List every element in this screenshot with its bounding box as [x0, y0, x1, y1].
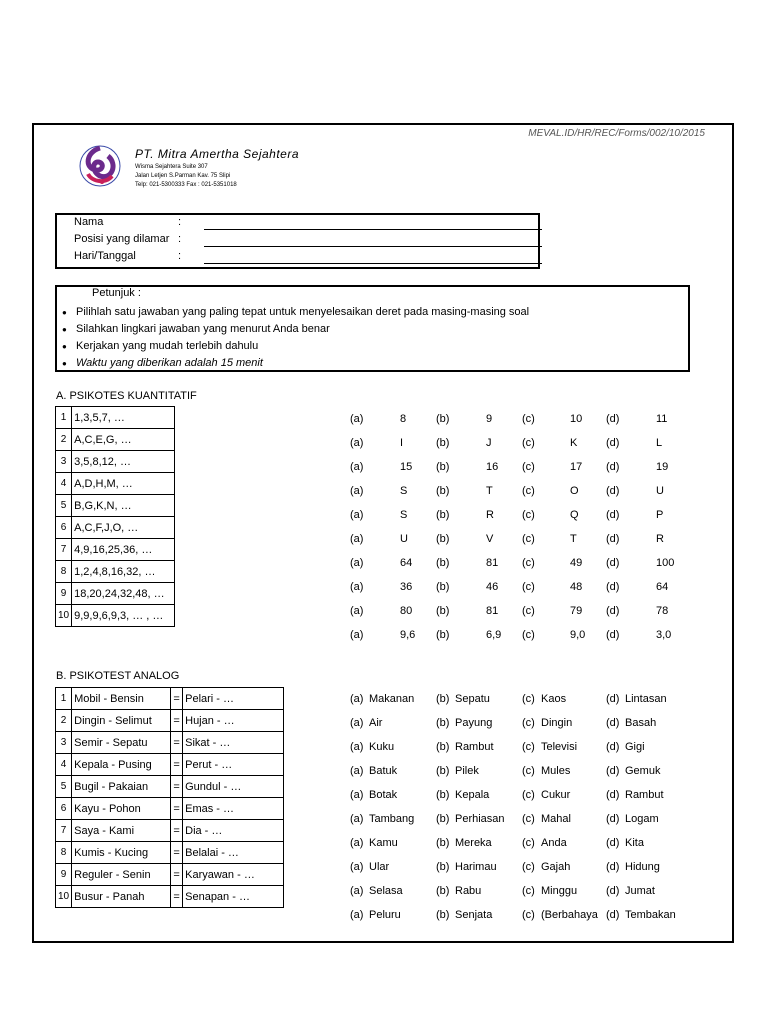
option-c-value[interactable]: (Berbahaya — [541, 909, 598, 921]
option-b-value[interactable]: Mereka — [455, 837, 492, 849]
option-a-label[interactable]: (a) — [350, 861, 364, 873]
date-colon: : — [178, 250, 182, 262]
option-d-label[interactable]: (d) — [606, 885, 620, 897]
option-b-label[interactable]: (b) — [436, 837, 450, 849]
option-a-label[interactable]: (a) — [350, 437, 364, 449]
option-b-value[interactable]: J — [486, 437, 492, 449]
option-a-value[interactable]: Ular — [369, 861, 390, 873]
question-number: 7 — [56, 820, 72, 842]
question-number: 2 — [56, 710, 72, 732]
company-address-2: Jalan Letjen S.Parman Kav. 75 Slipi — [135, 173, 231, 179]
section-a-question-table — [55, 406, 175, 627]
option-b-label[interactable]: (b) — [436, 629, 450, 641]
question-row — [56, 710, 284, 732]
option-a-label[interactable]: (a) — [350, 509, 364, 521]
analogy-right: Emas - … — [183, 798, 284, 820]
analogy-right: Karyawan - … — [183, 864, 284, 886]
option-d-label[interactable]: (d) — [606, 605, 620, 617]
position-row — [74, 233, 181, 245]
option-d-value[interactable]: Gigi — [625, 741, 645, 753]
option-d-value[interactable]: 100 — [656, 557, 675, 569]
option-a-label[interactable]: (a) — [350, 885, 364, 897]
question-row — [56, 886, 284, 908]
question-row — [56, 517, 175, 539]
instructions-list — [62, 304, 529, 372]
option-c-label[interactable]: (c) — [522, 861, 535, 873]
analogy-left: Kumis - Kucing — [72, 842, 171, 864]
option-a-value[interactable]: 36 — [400, 581, 413, 593]
option-d-value[interactable]: Lintasan — [625, 693, 667, 705]
option-b-value[interactable]: Rabu — [455, 885, 482, 897]
option-b-label[interactable]: (b) — [436, 789, 450, 801]
option-c-label[interactable]: (c) — [522, 533, 535, 545]
option-a-value[interactable]: Peluru — [369, 909, 401, 921]
option-d-value[interactable]: Logam — [625, 813, 659, 825]
option-a-label[interactable]: (a) — [350, 581, 364, 593]
option-d-label[interactable]: (d) — [606, 581, 620, 593]
analogy-right: Senapan - … — [183, 886, 284, 908]
question-number: 4 — [56, 754, 72, 776]
question-row — [56, 605, 175, 627]
option-b-value[interactable]: Rambut — [455, 741, 494, 753]
equals-sign: = — [171, 688, 183, 710]
option-d-label[interactable]: (d) — [606, 485, 620, 497]
option-b-label[interactable]: (b) — [436, 765, 450, 777]
option-a-label[interactable]: (a) — [350, 693, 364, 705]
option-b-value[interactable]: 81 — [486, 605, 499, 617]
question-number: 10 — [56, 605, 72, 627]
option-a-label[interactable]: (a) — [350, 533, 364, 545]
option-d-value[interactable]: Kita — [625, 837, 644, 849]
analogy-left: Busur - Panah — [72, 886, 171, 908]
date-field[interactable] — [204, 263, 542, 264]
section-b-title: B. PSIKOTEST ANALOG — [56, 670, 180, 682]
company-info — [135, 147, 299, 190]
question-row — [56, 583, 175, 605]
option-d-value[interactable]: 19 — [656, 461, 669, 473]
option-b-value[interactable]: 9 — [486, 413, 493, 425]
option-d-value[interactable]: L — [656, 437, 663, 449]
option-a-value[interactable]: S — [400, 485, 408, 497]
option-c-label[interactable]: (c) — [522, 789, 535, 801]
equals-sign: = — [171, 842, 183, 864]
question-sequence: 3,5,8,12, … — [72, 451, 175, 473]
option-c-label[interactable]: (c) — [522, 765, 535, 777]
question-row — [56, 429, 175, 451]
option-b-value[interactable]: Sepatu — [455, 693, 490, 705]
position-field[interactable] — [204, 246, 542, 247]
instruction-item: ● Kerjakan yang mudah terlebih dahulu — [62, 338, 529, 355]
option-d-label[interactable]: (d) — [606, 461, 620, 473]
question-row — [56, 754, 284, 776]
question-sequence: B,G,K,N, … — [72, 495, 175, 517]
option-b-value[interactable]: Harimau — [455, 861, 497, 873]
option-c-label[interactable]: (c) — [522, 509, 535, 521]
option-a-value[interactable]: Makanan — [369, 693, 415, 705]
option-a-value[interactable]: 64 — [400, 557, 413, 569]
option-b-label[interactable]: (b) — [436, 693, 450, 705]
instructions-title: Petunjuk : — [92, 287, 141, 299]
option-c-label[interactable]: (c) — [522, 581, 535, 593]
question-number: 9 — [56, 864, 72, 886]
option-b-value[interactable]: 16 — [486, 461, 499, 473]
option-a-value[interactable]: U — [400, 533, 408, 545]
option-b-value[interactable]: Payung — [455, 717, 493, 729]
company-address-1: Wisma Sejahtera Suite 307 — [135, 164, 208, 170]
position-colon: : — [178, 233, 182, 245]
question-number: 8 — [56, 561, 72, 583]
option-d-label[interactable]: (d) — [606, 509, 620, 521]
question-row — [56, 864, 284, 886]
option-d-label[interactable]: (d) — [606, 437, 620, 449]
option-a-label[interactable]: (a) — [350, 909, 364, 921]
instructions-box — [55, 285, 690, 372]
option-d-value[interactable]: Tembakan — [625, 909, 676, 921]
option-d-label[interactable]: (d) — [606, 557, 620, 569]
option-a-value[interactable]: Kamu — [369, 837, 398, 849]
question-row — [56, 842, 284, 864]
section-a-title: A. PSIKOTES KUANTITATIF — [56, 390, 197, 402]
option-c-value[interactable]: 17 — [570, 461, 583, 473]
question-row — [56, 732, 284, 754]
question-row — [56, 820, 284, 842]
option-c-value[interactable]: Anda — [541, 837, 567, 849]
option-c-value[interactable]: K — [570, 437, 578, 449]
analogy-left: Mobil - Bensin — [72, 688, 171, 710]
equals-sign: = — [171, 754, 183, 776]
option-a-label[interactable]: (a) — [350, 629, 364, 641]
option-d-label[interactable]: (d) — [606, 741, 620, 753]
option-c-label[interactable]: (c) — [522, 741, 535, 753]
option-c-value[interactable]: 48 — [570, 581, 583, 593]
option-c-value[interactable]: Televisi — [541, 741, 578, 753]
question-sequence: 4,9,16,25,36, … — [72, 539, 175, 561]
option-b-label[interactable]: (b) — [436, 813, 450, 825]
equals-sign: = — [171, 864, 183, 886]
analogy-right: Perut - … — [183, 754, 284, 776]
option-a-label[interactable]: (a) — [350, 717, 364, 729]
option-b-label[interactable]: (b) — [436, 413, 450, 425]
option-c-label[interactable]: (c) — [522, 605, 535, 617]
question-sequence: 18,20,24,32,48, … — [72, 583, 175, 605]
question-sequence: A,C,F,J,O, … — [72, 517, 175, 539]
option-d-label[interactable]: (d) — [606, 693, 620, 705]
question-number: 6 — [56, 798, 72, 820]
question-sequence: 1,2,4,8,16,32, … — [72, 561, 175, 583]
option-d-value[interactable]: Gemuk — [625, 765, 661, 777]
question-row — [56, 539, 175, 561]
analogy-left: Kepala - Pusing — [72, 754, 171, 776]
date-row — [74, 250, 181, 262]
question-sequence: A,C,E,G, … — [72, 429, 175, 451]
company-logo — [78, 144, 122, 188]
option-a-label[interactable]: (a) — [350, 461, 364, 473]
option-b-value[interactable]: V — [486, 533, 494, 545]
option-c-label[interactable]: (c) — [522, 813, 535, 825]
equals-sign: = — [171, 798, 183, 820]
option-a-label[interactable]: (a) — [350, 413, 364, 425]
option-c-value[interactable]: Kaos — [541, 693, 567, 705]
analogy-right: Gundul - … — [183, 776, 284, 798]
option-c-label[interactable]: (c) — [522, 413, 535, 425]
question-row — [56, 407, 175, 429]
instruction-item: ● Silahkan lingkari jawaban yang menurut Anda benar — [62, 321, 529, 338]
option-d-value[interactable]: P — [656, 509, 664, 521]
option-b-label[interactable]: (b) — [436, 509, 450, 521]
option-b-value[interactable]: 81 — [486, 557, 499, 569]
option-d-label[interactable]: (d) — [606, 629, 620, 641]
analogy-right: Pelari - … — [183, 688, 284, 710]
option-d-label[interactable]: (d) — [606, 909, 620, 921]
option-c-value[interactable]: O — [570, 485, 579, 497]
analogy-left: Dingin - Selimut — [72, 710, 171, 732]
question-sequence: 9,9,9,6,9,3, … , … — [72, 605, 175, 627]
option-c-value[interactable]: Gajah — [541, 861, 571, 873]
option-b-label[interactable]: (b) — [436, 861, 450, 873]
instruction-item: ● Pilihlah satu jawaban yang paling tepat untuk menyelesaikan deret pada masing-masing soal — [62, 304, 529, 321]
option-d-value[interactable]: U — [656, 485, 664, 497]
instruction-item: ● Waktu yang diberikan adalah 15 menit — [62, 355, 529, 372]
company-name: PT. Mitra Amertha Sejahtera — [135, 147, 300, 161]
option-b-label[interactable]: (b) — [436, 533, 450, 545]
test-form-page — [32, 123, 734, 943]
option-a-label[interactable]: (a) — [350, 837, 364, 849]
date-label: Hari/Tanggal — [74, 250, 136, 262]
question-number: 7 — [56, 539, 72, 561]
question-sequence: A,D,H,M, … — [72, 473, 175, 495]
option-c-value[interactable]: 9,0 — [570, 629, 586, 641]
option-c-label[interactable]: (c) — [522, 717, 535, 729]
question-number: 3 — [56, 451, 72, 473]
option-c-value[interactable]: Minggu — [541, 885, 578, 897]
question-number: 3 — [56, 732, 72, 754]
equals-sign: = — [171, 886, 183, 908]
question-number: 2 — [56, 429, 72, 451]
option-c-label[interactable]: (c) — [522, 461, 535, 473]
analogy-left: Saya - Kami — [72, 820, 171, 842]
analogy-left: Reguler - Senin — [72, 864, 171, 886]
option-b-value[interactable]: Kepala — [455, 789, 490, 801]
option-b-label[interactable]: (b) — [436, 485, 450, 497]
analogy-right: Dia - … — [183, 820, 284, 842]
option-a-label[interactable]: (a) — [350, 605, 364, 617]
option-a-value[interactable]: 8 — [400, 413, 407, 425]
option-a-value[interactable]: Batuk — [369, 765, 398, 777]
question-row — [56, 561, 175, 583]
option-d-label[interactable]: (d) — [606, 861, 620, 873]
option-c-label[interactable]: (c) — [522, 837, 535, 849]
option-c-value[interactable]: 49 — [570, 557, 583, 569]
option-d-label[interactable]: (d) — [606, 413, 620, 425]
identity-box — [55, 213, 540, 269]
option-d-label[interactable]: (d) — [606, 533, 620, 545]
option-c-value[interactable]: 10 — [570, 413, 583, 425]
option-d-value[interactable]: Jumat — [625, 885, 655, 897]
analogy-right: Hujan - … — [183, 710, 284, 732]
option-a-label[interactable]: (a) — [350, 557, 364, 569]
option-b-label[interactable]: (b) — [436, 909, 450, 921]
option-b-label[interactable]: (b) — [436, 741, 450, 753]
option-b-value[interactable]: Pilek — [455, 765, 479, 777]
option-b-value[interactable]: 46 — [486, 581, 499, 593]
analogy-right: Belalai - … — [183, 842, 284, 864]
option-c-label[interactable]: (c) — [522, 437, 535, 449]
option-b-label[interactable]: (b) — [436, 581, 450, 593]
equals-sign: = — [171, 820, 183, 842]
name-field[interactable] — [204, 229, 542, 230]
option-a-value[interactable]: Botak — [369, 789, 398, 801]
name-colon: : — [178, 216, 182, 228]
option-b-label[interactable]: (b) — [436, 885, 450, 897]
option-c-value[interactable]: Cukur — [541, 789, 571, 801]
option-c-label[interactable]: (c) — [522, 557, 535, 569]
question-sequence: 1,3,5,7, … — [72, 407, 175, 429]
option-a-label[interactable]: (a) — [350, 485, 364, 497]
name-row — [74, 216, 181, 228]
option-a-label[interactable]: (a) — [350, 765, 364, 777]
form-code: MEVAL.ID/HR/REC/Forms/002/10/2015 — [528, 128, 705, 139]
option-c-value[interactable]: Mahal — [541, 813, 571, 825]
option-a-label[interactable]: (a) — [350, 789, 364, 801]
equals-sign: = — [171, 732, 183, 754]
question-row — [56, 473, 175, 495]
question-row — [56, 798, 284, 820]
question-row — [56, 495, 175, 517]
option-c-value[interactable]: Mules — [541, 765, 571, 777]
option-d-label[interactable]: (d) — [606, 765, 620, 777]
equals-sign: = — [171, 776, 183, 798]
option-a-value[interactable]: Kuku — [369, 741, 395, 753]
question-row — [56, 688, 284, 710]
option-b-value[interactable]: Senjata — [455, 909, 493, 921]
question-row — [56, 451, 175, 473]
option-b-value[interactable]: Perhiasan — [455, 813, 505, 825]
option-b-label[interactable]: (b) — [436, 557, 450, 569]
option-a-label[interactable]: (a) — [350, 741, 364, 753]
option-b-value[interactable]: R — [486, 509, 494, 521]
option-d-value[interactable]: 11 — [656, 413, 668, 425]
option-a-value[interactable]: Selasa — [369, 885, 403, 897]
option-d-value[interactable]: Hidung — [625, 861, 660, 873]
option-c-value[interactable]: 79 — [570, 605, 583, 617]
option-d-value[interactable]: 3,0 — [656, 629, 672, 641]
option-c-label[interactable]: (c) — [522, 885, 535, 897]
question-number: 1 — [56, 407, 72, 429]
question-number: 9 — [56, 583, 72, 605]
option-b-label[interactable]: (b) — [436, 461, 450, 473]
option-b-value[interactable]: 6,9 — [486, 629, 502, 641]
question-number: 4 — [56, 473, 72, 495]
option-d-label[interactable]: (d) — [606, 717, 620, 729]
option-a-value[interactable]: S — [400, 509, 408, 521]
option-a-value[interactable]: 80 — [400, 605, 413, 617]
question-number: 6 — [56, 517, 72, 539]
option-c-value[interactable]: T — [570, 533, 577, 545]
option-d-value[interactable]: Basah — [625, 717, 657, 729]
option-d-label[interactable]: (d) — [606, 837, 620, 849]
option-a-value[interactable]: 15 — [400, 461, 413, 473]
option-d-value[interactable]: 64 — [656, 581, 669, 593]
option-b-label[interactable]: (b) — [436, 605, 450, 617]
question-number: 8 — [56, 842, 72, 864]
option-b-label[interactable]: (b) — [436, 437, 450, 449]
option-d-label[interactable]: (d) — [606, 813, 620, 825]
name-label: Nama — [74, 216, 104, 228]
equals-sign: = — [171, 710, 183, 732]
option-d-value[interactable]: 78 — [656, 605, 669, 617]
question-row — [56, 776, 284, 798]
analogy-right: Sikat - … — [183, 732, 284, 754]
option-a-value[interactable]: Air — [369, 717, 383, 729]
option-c-label[interactable]: (c) — [522, 909, 535, 921]
analogy-left: Semir - Sepatu — [72, 732, 171, 754]
option-c-value[interactable]: Dingin — [541, 717, 573, 729]
question-number: 5 — [56, 495, 72, 517]
position-label: Posisi yang dilamar — [74, 233, 170, 245]
question-number: 5 — [56, 776, 72, 798]
option-c-value[interactable]: Q — [570, 509, 579, 521]
option-b-value[interactable]: T — [486, 485, 493, 497]
option-d-value[interactable]: Rambut — [625, 789, 664, 801]
option-c-label[interactable]: (c) — [522, 485, 535, 497]
option-b-label[interactable]: (b) — [436, 717, 450, 729]
company-phone: Telp: 021-5300333 Fax : 021-5351018 — [135, 182, 237, 188]
option-c-label[interactable]: (c) — [522, 693, 535, 705]
question-number: 10 — [56, 886, 72, 908]
option-d-label[interactable]: (d) — [606, 789, 620, 801]
question-number: 1 — [56, 688, 72, 710]
option-c-label[interactable]: (c) — [522, 629, 535, 641]
option-a-label[interactable]: (a) — [350, 813, 364, 825]
option-d-value[interactable]: R — [656, 533, 664, 545]
option-a-value[interactable]: Tambang — [369, 813, 415, 825]
section-b-question-table — [55, 687, 284, 908]
option-a-value[interactable]: I — [400, 437, 404, 449]
analogy-left: Kayu - Pohon — [72, 798, 171, 820]
analogy-left: Bugil - Pakaian — [72, 776, 171, 798]
option-a-value[interactable]: 9,6 — [400, 629, 416, 641]
